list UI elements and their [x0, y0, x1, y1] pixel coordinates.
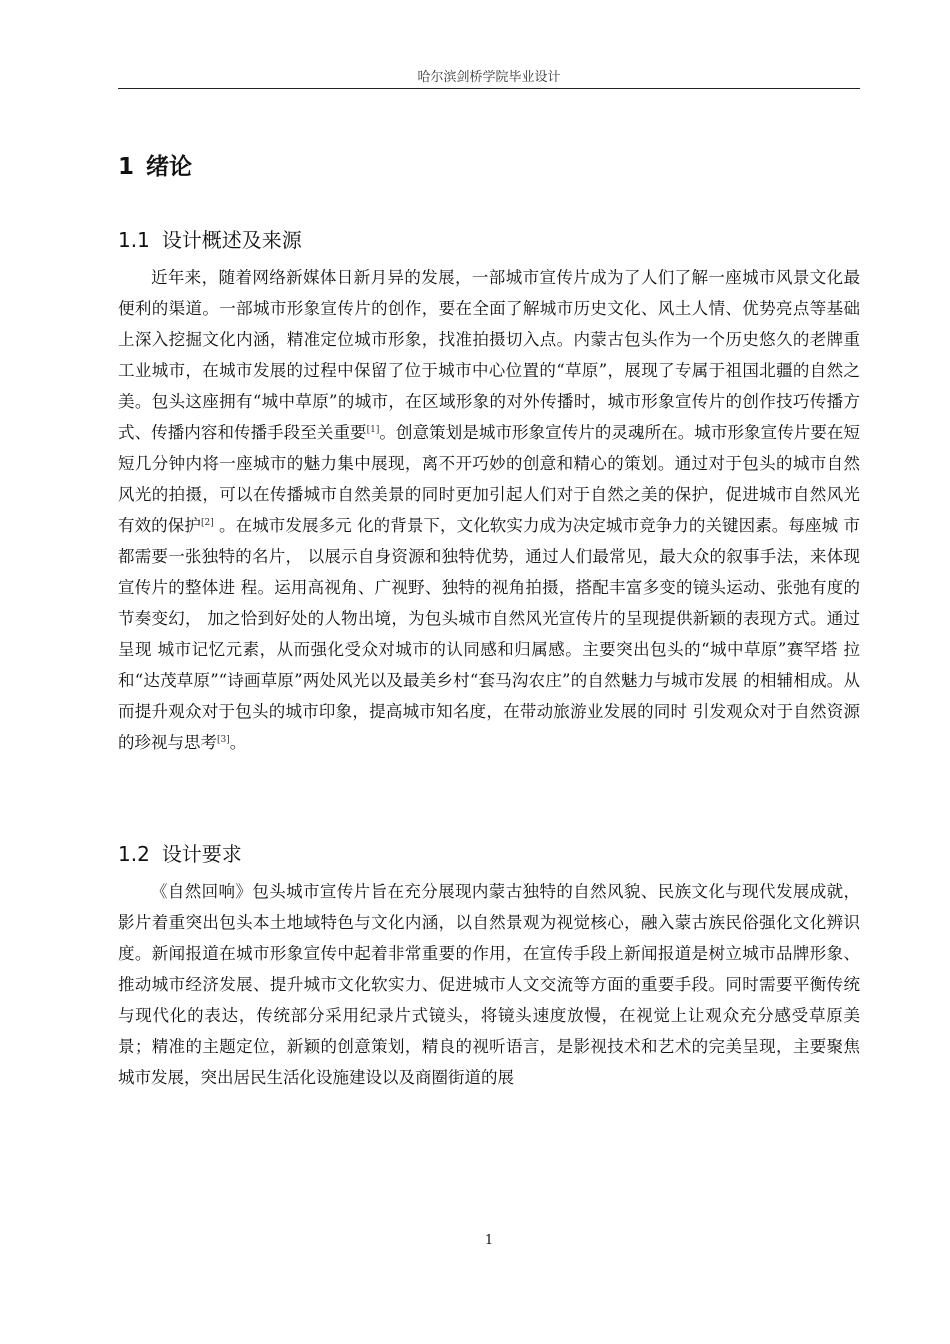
chapter-number: 1: [118, 154, 135, 180]
page-number: 1: [484, 1233, 494, 1248]
header-rule: [118, 88, 860, 89]
chapter-heading: [118, 148, 192, 181]
citation-ref: [3]: [217, 735, 230, 745]
paragraph-text: 。在城市发展多元 化的背景下，文化软实力成为决定城市竞争力的关键因素。每座城 市都需要一张独特的名片， 以展示自身资源和独特优势，通过人们最常见，最大众的叙事手法，来体现宣传片的整体进 程。运用高视角、广视野、独特的视角拍摄，搭配丰富多变的镜头运动、张弛有度的节奏变幻， 加之恰到好处的人物出境，为包头城市自然风光宣传片的呈现提供新颖的表现方式。通过呈现 城市记忆元素，从而强化受众对城市的认同感和归属感。主要突出包头的“城中草原”赛罕塔 拉和“达茂草原”“诗画草原”两处风光以及最美乡村“套马沟农庄”的自然魅力与城市发展 的相辅相成。从而提升观众对于包头的城市印象，提高城市知名度，在带动旅游业发展的同时 引发观众对于自然资源的珍视与思考: [118, 516, 860, 752]
section-number: 1.2: [118, 842, 150, 866]
citation-ref: [1]: [366, 425, 380, 435]
section-heading-1-1: [118, 224, 302, 253]
running-header: 哈尔滨剑桥学院毕业设计: [417, 70, 561, 85]
section-number: 1.1: [118, 228, 150, 252]
paragraph-text: 。: [229, 733, 247, 752]
section-heading-1-2: [118, 838, 242, 867]
chapter-title: 绪论: [146, 154, 193, 180]
section-title: 设计概述及来源: [161, 228, 302, 252]
section-1-2-paragraph: 《自然回响》包头城市宣传片旨在充分展现内蒙古独特的自然风貌、民族文化与现代发展成就，影片着重突出包头本土地域特色与文化内涵，以自然景观为视觉核心，融入蒙古族民俗强化文化辨识度。新闻报道在城市形象宣传中起着非常重要的作用，在宣传手段上新闻报道是树立城市品牌形象、推动城市经济发展、提升城市文化软实力、促进城市人文交流等方面的重要手段。同时需要平衡传统与现代化的表达，传统部分采用纪录片式镜头，将镜头速度放慢，在视觉上让观众充分感受草原美景；精准的主题定位，新颖的创意策划，精良的视听语言，是影视技术和艺术的完美呈现，主要聚焦城市发展，突出居民生活化设施建设以及商圈街道的展: [118, 882, 860, 1087]
section-1-1-paragraph: [118, 262, 860, 758]
paragraph-text: 。创意策划是城市形象宣传片的灵魂所在。城市形象宣传片要在短短几分钟内将一座城市的魅力集中展现，离不开巧妙的创意和精心的策划。通过对于包头的城市自然风光的拍摄，可以在传播城市自然美景的同时更加引起人们对于自然之美的保护，促进城市自然风光有效的保护: [118, 423, 861, 535]
section-title: 设计要求: [161, 842, 242, 866]
paragraph-text: 近年来，随着网络新媒体日新月异的发展，一部城市宣传片成为了人们了解一座城市风景文化最便利的渠道。一部城市形象宣传片的创作，要在全面了解城市历史文化、风土人情、优势亮点等基础上深入挖掘文化内涵，精准定位城市形象，找准拍摄切入点。内蒙古包头作为一个历史悠久的老牌重工业城市，在城市发展的过程中保留了位于城市中心位置的“草原”，展现了专属于祖国北疆的自然之美。包头这座拥有“城中草原”的城市，在区域形象的对外传播时，城市形象宣传片的创作技巧传播方式、传播内容和传播手段至关重要: [118, 268, 860, 442]
citation-ref: [2]: [200, 518, 214, 528]
